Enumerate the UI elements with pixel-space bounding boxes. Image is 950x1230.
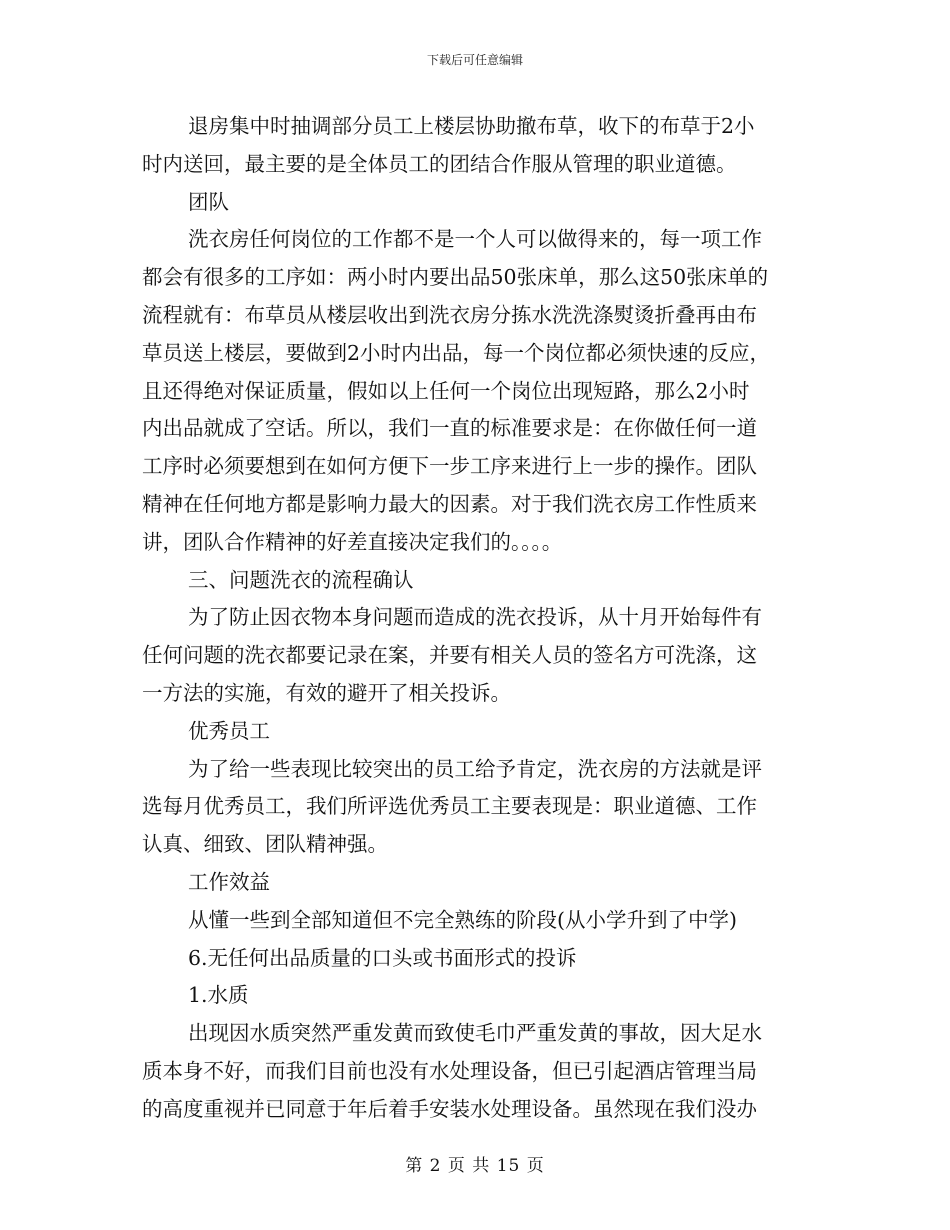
text-line: 且还得绝对保证质量，假如以上任何一个岗位出现短路，那么2小时 bbox=[142, 378, 750, 403]
text-line: 出现因水质突然严重发黄而致使毛巾严重发黄的事故，因大足水 bbox=[188, 1021, 762, 1046]
text-line: 精神在任何地方都是影响力最大的因素。对于我们洗衣房工作性质来 bbox=[142, 491, 757, 516]
text-line: 一方法的实施，有效的避开了相关投诉。 bbox=[142, 680, 511, 705]
text-line: 都会有很多的工序如：两小时内要出品50张床单，那么这50张床单的 bbox=[142, 265, 769, 290]
text-line: 团队 bbox=[188, 189, 229, 214]
text-line: 工作效益 bbox=[188, 869, 270, 894]
text-line: 工序时必须要想到在如何方便下一步工序来进行上一步的操作。团队 bbox=[142, 454, 757, 479]
text-line: 为了防止因衣物本身问题而造成的洗衣投诉，从十月开始每件有 bbox=[188, 605, 762, 630]
text-line: 草员送上楼层，要做到2小时内出品，每一个岗位都必须快速的反应， bbox=[142, 340, 771, 365]
text-line: 1.水质 bbox=[188, 983, 249, 1008]
text-line: 认真、细致、团队精神强。 bbox=[142, 832, 388, 857]
text-line: 讲，团队合作精神的好差直接决定我们的。。。。 bbox=[142, 529, 563, 554]
text-line: 洗衣房任何岗位的工作都不是一个人可以做得来的，每一项工作 bbox=[188, 227, 762, 252]
document-body bbox=[142, 108, 812, 1129]
page-footer: 第 2 页 共 15 页 bbox=[405, 1156, 545, 1176]
text-line: 的高度重视并已同意于年后着手安装水处理设备。虽然现在我们没办 bbox=[142, 1096, 757, 1121]
text-line: 6.无任何出品质量的口头或书面形式的投诉 bbox=[188, 945, 577, 970]
text-line: 时内送回，最主要的是全体员工的团结合作服从管理的职业道德。 bbox=[142, 151, 737, 176]
text-line: 质本身不好，而我们目前也没有水处理设备，但已引起酒店管理当局 bbox=[142, 1058, 757, 1083]
text-line: 任何问题的洗衣都要记录在案，并要有相关人员的签名方可洗涤，这 bbox=[142, 643, 757, 668]
text-line: 优秀员工 bbox=[188, 718, 270, 743]
text-line: 为了给一些表现比较突出的员工给予肯定，洗衣房的方法就是评 bbox=[188, 756, 762, 781]
text-line: 流程就有：布草员从楼层收出到洗衣房分拣水洗洗涤熨烫折叠再由布 bbox=[142, 302, 757, 327]
text-line: 选每月优秀员工，我们所评选优秀员工主要表现是：职业道德、工作 bbox=[142, 794, 757, 819]
text-line: 内出品就成了空话。所以，我们一直的标准要求是：在你做任何一道 bbox=[142, 416, 757, 441]
text-line: 退房集中时抽调部分员工上楼层协助撤布草，收下的布草于2小 bbox=[188, 114, 755, 138]
text-line: 从懂一些到全部知道但不完全熟练的阶段(从小学升到了中学) bbox=[188, 907, 737, 932]
page-header: 下载后可任意编辑 bbox=[426, 53, 523, 67]
text-line: 三、问题洗衣的流程确认 bbox=[188, 567, 414, 592]
